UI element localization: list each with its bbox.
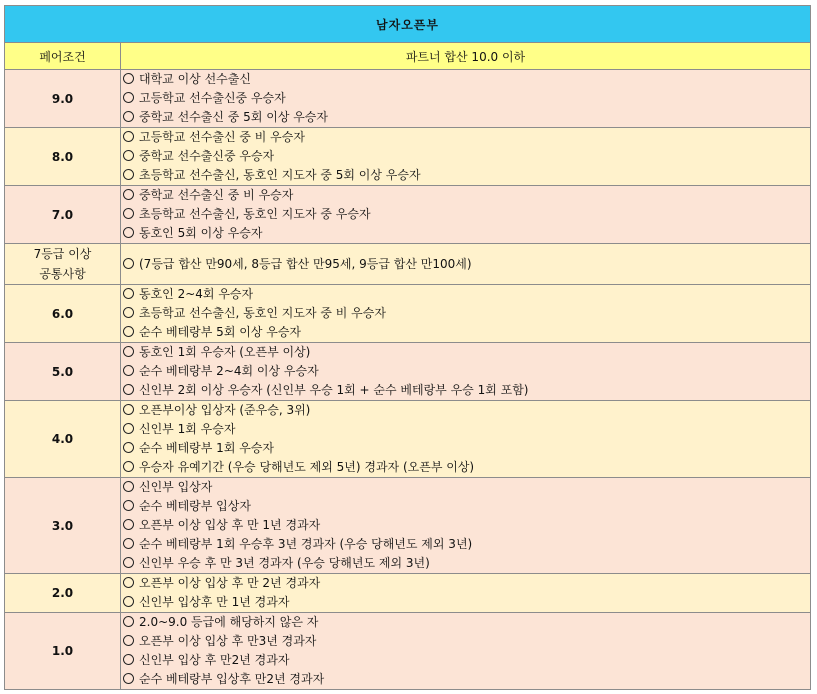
grade-value: 7등급 이상 xyxy=(33,247,92,261)
circle-bullet-icon xyxy=(123,208,134,219)
grade-value: 6.0 xyxy=(51,306,74,321)
condition-item xyxy=(123,362,810,381)
grade-cell xyxy=(5,613,121,690)
condition-text: 초등학교 선수출신, 동호인 지도자 중 우승자 xyxy=(139,207,371,221)
circle-bullet-icon xyxy=(123,307,134,318)
circle-bullet-icon xyxy=(123,596,134,607)
circle-bullet-icon xyxy=(123,346,134,357)
grade-row xyxy=(5,128,811,186)
circle-bullet-icon xyxy=(123,538,134,549)
condition-item xyxy=(123,478,810,497)
circle-bullet-icon xyxy=(123,326,134,337)
circle-bullet-icon xyxy=(123,654,134,665)
condition-item xyxy=(123,89,810,108)
condition-text: 대학교 이상 선수출신 xyxy=(139,72,251,86)
condition-text: 오픈부 이상 입상 후 만 1년 경과자 xyxy=(139,518,321,532)
condition-item xyxy=(123,166,810,185)
condition-item xyxy=(123,632,810,651)
condition-text: 초등학교 선수출신, 동호인 지도자 중 5회 이상 우승자 xyxy=(139,168,421,182)
circle-bullet-icon xyxy=(123,131,134,142)
condition-text: 순수 베테랑부 5회 이상 우승자 xyxy=(139,325,301,339)
circle-bullet-icon xyxy=(123,189,134,200)
grade-value: 2.0 xyxy=(51,586,74,600)
condition-item xyxy=(123,304,810,323)
condition-cell xyxy=(121,401,811,478)
grade-row xyxy=(5,285,811,343)
condition-text: 순수 베테랑부 1회 우승후 3년 경과자 (우승 당해년도 제외 3년) xyxy=(139,537,473,551)
grade-row xyxy=(5,613,811,690)
condition-text: 신인부 1회 우승자 xyxy=(139,422,236,436)
condition-text: 2.0~9.0 등급에 해당하지 않은 자 xyxy=(139,615,319,629)
header-partner-sum: 파트너 합산 10.0 이하 xyxy=(121,43,811,70)
circle-bullet-icon xyxy=(123,500,134,511)
circle-bullet-icon xyxy=(123,461,134,472)
grade-value: 5.0 xyxy=(51,364,74,379)
grade-cell xyxy=(5,244,121,285)
condition-text: 중학교 선수출신중 우승자 xyxy=(139,149,275,163)
condition-text: 순수 베테랑부 2~4회 이상 우승자 xyxy=(139,364,319,378)
circle-bullet-icon xyxy=(123,92,134,103)
circle-bullet-icon xyxy=(123,73,134,84)
condition-text: 동호인 5회 이상 우승자 xyxy=(139,226,263,240)
circle-bullet-icon xyxy=(123,227,134,238)
grade-cell xyxy=(5,343,121,401)
grade-row xyxy=(5,186,811,244)
condition-item xyxy=(123,420,810,439)
circle-bullet-icon xyxy=(123,258,134,269)
grade-cell xyxy=(5,128,121,186)
sheet-title: 남자오픈부 xyxy=(5,6,811,43)
grade-value: 9.0 xyxy=(51,91,74,106)
condition-item xyxy=(123,70,810,89)
grade-row xyxy=(5,244,811,285)
grade-row xyxy=(5,574,811,613)
grade-value: 4.0 xyxy=(51,432,74,446)
condition-item xyxy=(123,108,810,127)
grade-subtitle: 공통사항 xyxy=(39,267,86,281)
condition-text: (7등급 합산 만90세, 8등급 합산 만95세, 9등급 합산 만100세) xyxy=(139,257,472,271)
condition-item xyxy=(123,574,810,593)
circle-bullet-icon xyxy=(123,616,134,627)
condition-text: 신인부 입상후 만 1년 경과자 xyxy=(139,595,290,609)
header-row xyxy=(5,43,811,70)
condition-text: 오픈부 이상 입상 후 만 2년 경과자 xyxy=(139,576,321,590)
grade-cell xyxy=(5,574,121,613)
grade-row xyxy=(5,70,811,128)
condition-item xyxy=(123,593,810,612)
condition-item xyxy=(123,244,810,284)
condition-item xyxy=(123,535,810,554)
condition-cell xyxy=(121,70,811,128)
grade-cell xyxy=(5,186,121,244)
condition-text: 오픈부이상 입상자 (준우승, 3위) xyxy=(139,403,311,417)
circle-bullet-icon xyxy=(123,384,134,395)
circle-bullet-icon xyxy=(123,150,134,161)
condition-item xyxy=(123,285,810,304)
condition-text: 신인부 입상 후 만2년 경과자 xyxy=(139,653,290,667)
condition-cell xyxy=(121,574,811,613)
condition-item xyxy=(123,343,810,362)
condition-item xyxy=(123,439,810,458)
condition-item xyxy=(123,458,810,477)
condition-cell xyxy=(121,186,811,244)
title-row xyxy=(5,6,811,43)
condition-text: 우승자 유예기간 (우승 당해년도 제외 5년) 경과자 (오픈부 이상) xyxy=(139,460,475,474)
condition-item xyxy=(123,554,810,573)
condition-text: 신인부 입상자 xyxy=(139,480,213,494)
condition-item xyxy=(123,205,810,224)
condition-text: 고등학교 선수출신 중 비 우승자 xyxy=(139,130,305,144)
condition-text: 오픈부 이상 입상 후 만3년 경과자 xyxy=(139,634,317,648)
condition-item xyxy=(123,401,810,420)
condition-cell xyxy=(121,613,811,690)
condition-text: 동호인 2~4회 우승자 xyxy=(139,287,254,301)
grade-value: 1.0 xyxy=(51,644,74,658)
condition-text: 신인부 우승 후 만 3년 경과자 (우승 당해년도 제외 3년) xyxy=(139,556,430,570)
condition-cell xyxy=(121,128,811,186)
circle-bullet-icon xyxy=(123,481,134,492)
condition-cell xyxy=(121,478,811,574)
circle-bullet-icon xyxy=(123,111,134,122)
circle-bullet-icon xyxy=(123,557,134,568)
condition-text: 중학교 선수출신 중 5회 이상 우승자 xyxy=(139,110,328,124)
condition-text: 순수 베테랑부 입상자 xyxy=(139,499,251,513)
condition-text: 신인부 2회 이상 우승자 (신인부 우승 1회 + 순수 베테랑부 우승 1회 포함) xyxy=(139,383,529,397)
condition-text: 중학교 선수출신 중 비 우승자 xyxy=(139,188,294,202)
grade-cell xyxy=(5,70,121,128)
grade-value: 8.0 xyxy=(51,149,74,164)
circle-bullet-icon xyxy=(123,288,134,299)
grade-row xyxy=(5,478,811,574)
condition-cell xyxy=(121,343,811,401)
condition-text: 초등학교 선수출신, 동호인 지도자 중 비 우승자 xyxy=(139,306,386,320)
condition-item xyxy=(123,670,810,689)
circle-bullet-icon xyxy=(123,673,134,684)
condition-item xyxy=(123,224,810,243)
condition-item xyxy=(123,651,810,670)
grade-cell xyxy=(5,478,121,574)
grade-cell xyxy=(5,285,121,343)
circle-bullet-icon xyxy=(123,577,134,588)
grade-table xyxy=(4,5,811,690)
grade-value: 7.0 xyxy=(51,207,74,222)
grade-cell xyxy=(5,401,121,478)
condition-text: 고등학교 선수출신중 우승자 xyxy=(139,91,286,105)
condition-text: 순수 베테랑부 입상후 만2년 경과자 xyxy=(139,672,325,686)
grade-value: 3.0 xyxy=(51,518,74,533)
circle-bullet-icon xyxy=(123,169,134,180)
header-pair-condition: 페어조건 xyxy=(5,43,121,70)
condition-item xyxy=(123,516,810,535)
grade-row xyxy=(5,343,811,401)
condition-cell xyxy=(121,244,811,285)
condition-item xyxy=(123,497,810,516)
circle-bullet-icon xyxy=(123,442,134,453)
grade-row xyxy=(5,401,811,478)
circle-bullet-icon xyxy=(123,519,134,530)
circle-bullet-icon xyxy=(123,404,134,415)
condition-item xyxy=(123,186,810,205)
condition-cell xyxy=(121,285,811,343)
condition-item xyxy=(123,613,810,632)
condition-item xyxy=(123,323,810,342)
circle-bullet-icon xyxy=(123,635,134,646)
circle-bullet-icon xyxy=(123,365,134,376)
condition-text: 순수 베테랑부 1회 우승자 xyxy=(139,441,274,455)
condition-item xyxy=(123,381,810,400)
condition-item xyxy=(123,128,810,147)
circle-bullet-icon xyxy=(123,423,134,434)
condition-text: 동호인 1회 우승자 (오픈부 이상) xyxy=(139,345,311,359)
condition-item xyxy=(123,147,810,166)
